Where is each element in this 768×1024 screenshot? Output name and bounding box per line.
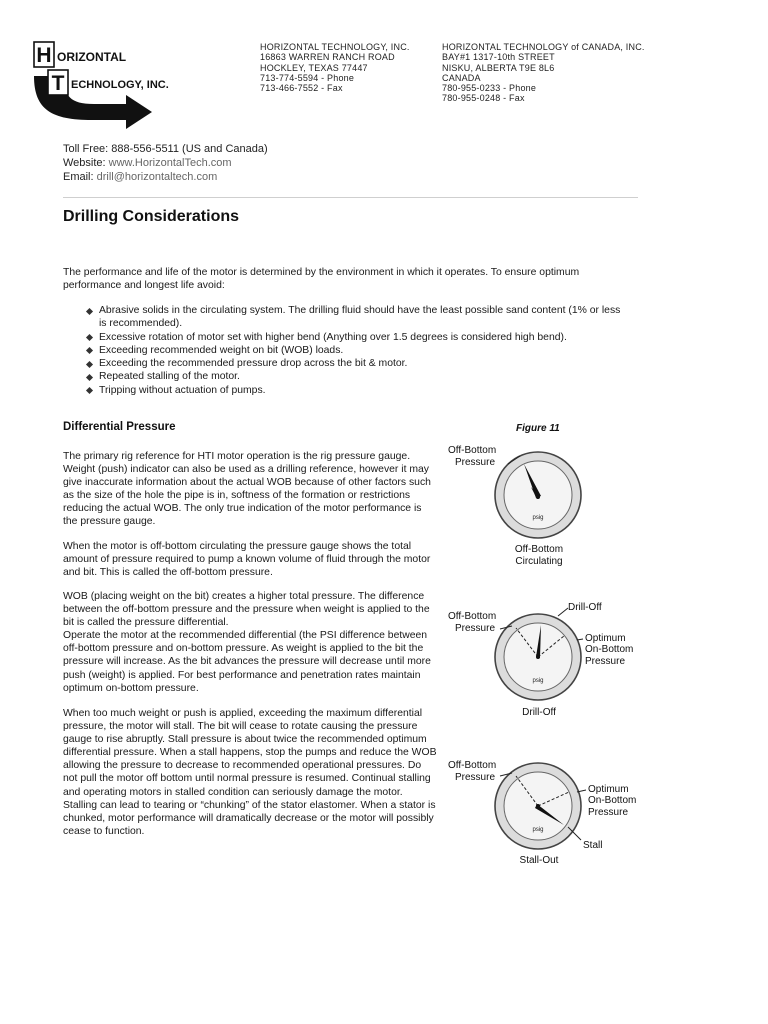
svg-text:Off-Bottom: Off-Bottom: [448, 611, 497, 622]
svg-text:Optimum: Optimum: [585, 633, 626, 644]
svg-text:Stall: Stall: [583, 840, 603, 851]
section-title: Differential Pressure: [63, 421, 176, 433]
address-canada: [442, 42, 645, 104]
svg-text:On-Bottom: On-Bottom: [588, 795, 637, 806]
svg-text:psig: psig: [532, 827, 544, 833]
bullet-icon: [86, 387, 93, 394]
list-item: Tripping without actuation of pumps.: [86, 384, 626, 397]
svg-text:Stall-Out: Stall-Out: [519, 855, 559, 866]
address-us-line: HOCKLEY, TEXAS 77447: [260, 62, 368, 73]
svg-text:On-Bottom: On-Bottom: [585, 644, 634, 655]
email-link[interactable]: drill@horizontaltech.com: [96, 171, 218, 183]
svg-text:Off-Bottom: Off-Bottom: [514, 544, 564, 555]
address-ca-line: 780-955-0248 - Fax: [442, 93, 525, 104]
paragraph-wob: WOB (placing weight on the bit) creates a higher total pressure. The difference between the off-bottom pressure and the pressure when weight is applied to the bit is called the pressure differential. Operate the motor at the recommended differential (the PSI difference between off-bottom pressure and on-bottom pressure. As weight is applied to the bit the pressure will increase. As the bit advances the pressure will decrease until more push (weight) is applied. For best performance and penetration rates maintain optimum on-bottom pressure.: [63, 591, 431, 694]
bullet-icon: [86, 347, 93, 354]
svg-text:Pressure: Pressure: [455, 772, 496, 783]
address-us: [260, 42, 410, 93]
contact-block: [63, 142, 268, 184]
bullet-icon: [86, 374, 93, 381]
address-us-line: 713-466-7552 - Fax: [260, 83, 343, 94]
svg-text:Off-Bottom: Off-Bottom: [448, 445, 497, 456]
divider: [63, 197, 638, 198]
logo-line2: ECHNOLOGY, INC.: [71, 79, 169, 91]
address-ca-line: NISKU, ALBERTA T9E 8L6: [442, 62, 555, 73]
logo-line1: ORIZONTAL: [57, 50, 127, 64]
page-title: Drilling Considerations: [63, 208, 240, 225]
list-item: Abrasive solids in the circulating system. The drilling fluid should have the least possible sand content (1% or less is recommended).: [86, 304, 626, 331]
pressure-gauges-figure: [440, 436, 660, 876]
paragraph-off-bottom: When the motor is off-bottom circulating the pressure gauge shows the total amount of pressure required to pump a known volume of fluid through the motor and bit. This is called the off-bottom pressure.: [63, 541, 431, 579]
website-link[interactable]: www.HorizontalTech.com: [108, 157, 232, 169]
svg-text:Pressure: Pressure: [585, 656, 626, 667]
list-item: Excessive rotation of motor set with higher bend (Anything over 1.5 degrees is considered high bend).: [86, 331, 626, 344]
website-label: Website:: [63, 157, 109, 169]
gauge-off-bottom-circulating: [448, 445, 581, 567]
list-item: Exceeding the recommended pressure drop across the bit & motor.: [86, 357, 626, 370]
list-item: Repeated stalling of the motor.: [86, 370, 626, 383]
gauge-stall-out: [448, 760, 636, 866]
svg-text:Off-Bottom: Off-Bottom: [448, 760, 497, 771]
paragraph-rig-reference: The primary rig reference for HTI motor operation is the rig pressure gauge. Weight (push) indicator can also be used as a drilling reference, however it may give inaccurate information about the actual WOB because of other factors such as the size of the hole the pipe is in, softness of the formation or restrictions reducing the actual WOB. The only true indication of the motor performance is the pressure gauge.: [63, 451, 431, 528]
address-us-line: 713-774-5594 - Phone: [260, 72, 355, 83]
paragraph-stall: When too much weight or push is applied, exceeding the maximum differential pressure, the motor will stall. The bit will cease to rotate causing the pressure gauge to rise abruptly. Stall pressure is about twice the recommended optimum differential pressure. When a stall happens, stop the pumps and reduce the WOB allowing the pressure to decrease to recommended operational pressures. Do not pull the motor off bottom until normal pressure is resumed. Continual stalling and operating motors in stalled condition can seriously damage the motor. Stalling can lead to tearing or “chunking” of the stator elastomer. When a stator is chunked, motor performance will dramatically decrease or the motor will possibly cease to function.: [63, 708, 437, 837]
address-us-line: 16863 WARREN RANCH ROAD: [260, 52, 395, 63]
figure-caption: Figure 11: [516, 423, 560, 434]
bullet-icon: [86, 361, 93, 368]
address-us-line: HORIZONTAL TECHNOLOGY, INC.: [260, 42, 410, 52]
address-ca-line: 780-955-0233 - Phone: [442, 83, 537, 94]
svg-text:psig: psig: [532, 515, 544, 521]
address-ca-line: HORIZONTAL TECHNOLOGY of CANADA, INC.: [442, 42, 645, 52]
logo-letter-t: T: [51, 72, 65, 95]
svg-text:Circulating: Circulating: [515, 556, 563, 567]
svg-text:Pressure: Pressure: [455, 457, 496, 468]
svg-text:Drill-Off: Drill-Off: [568, 602, 602, 613]
bullet-icon: [86, 307, 93, 314]
considerations-list: [86, 304, 626, 397]
svg-text:psig: psig: [532, 678, 544, 684]
intro-paragraph: The performance and life of the motor is determined by the environment in which it operates. To ensure optimum performance and longest life avoid:: [63, 267, 580, 292]
list-item: Exceeding recommended weight on bit (WOB) loads.: [86, 344, 626, 357]
email-label: Email:: [63, 171, 97, 183]
svg-text:Drill-Off: Drill-Off: [522, 707, 556, 718]
logo-letter-h: H: [36, 44, 52, 67]
gauge-drill-off: [448, 602, 633, 718]
svg-text:Pressure: Pressure: [588, 807, 629, 818]
address-ca-line: BAY#1 1317-10th STREET: [442, 52, 555, 63]
svg-text:Optimum: Optimum: [588, 784, 629, 795]
toll-free: Toll Free: 888-556-5511 (US and Canada): [63, 143, 268, 155]
address-ca-line: CANADA: [442, 72, 481, 83]
bullet-icon: [86, 334, 93, 341]
svg-text:Pressure: Pressure: [455, 623, 496, 634]
company-logo: [30, 38, 190, 130]
